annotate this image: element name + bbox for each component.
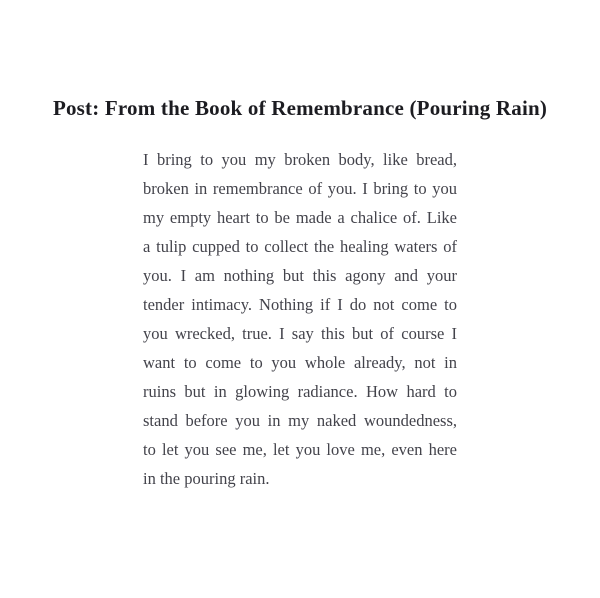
paragraph-line: stand before you in my naked woundedness, xyxy=(143,411,457,430)
paragraph-block xyxy=(143,145,457,493)
paragraph-line: you wrecked, true. I say this but of course I xyxy=(143,324,457,343)
paragraph-line: want to come to you whole already, not in xyxy=(143,353,457,372)
paragraph-line: ruins but in glowing radiance. How hard to xyxy=(143,382,457,401)
page-title: Post: From the Book of Remembrance (Pouring Rain) xyxy=(52,96,548,120)
paragraph-line: to let you see me, let you love me, even here xyxy=(143,440,457,459)
paragraph-line: a tulip cupped to collect the healing waters of xyxy=(143,237,457,256)
paragraph-line: my empty heart to be made a chalice of. Like xyxy=(143,208,457,227)
paragraph-line-last: in the pouring rain. xyxy=(143,469,270,488)
paragraph-line: broken in remembrance of you. I bring to you xyxy=(143,179,457,198)
paragraph-line: I bring to you my broken body, like bread, xyxy=(143,150,457,169)
paragraph-line: you. I am nothing but this agony and your xyxy=(143,266,457,285)
paragraph-line: tender intimacy. Nothing if I do not come to xyxy=(143,295,457,314)
